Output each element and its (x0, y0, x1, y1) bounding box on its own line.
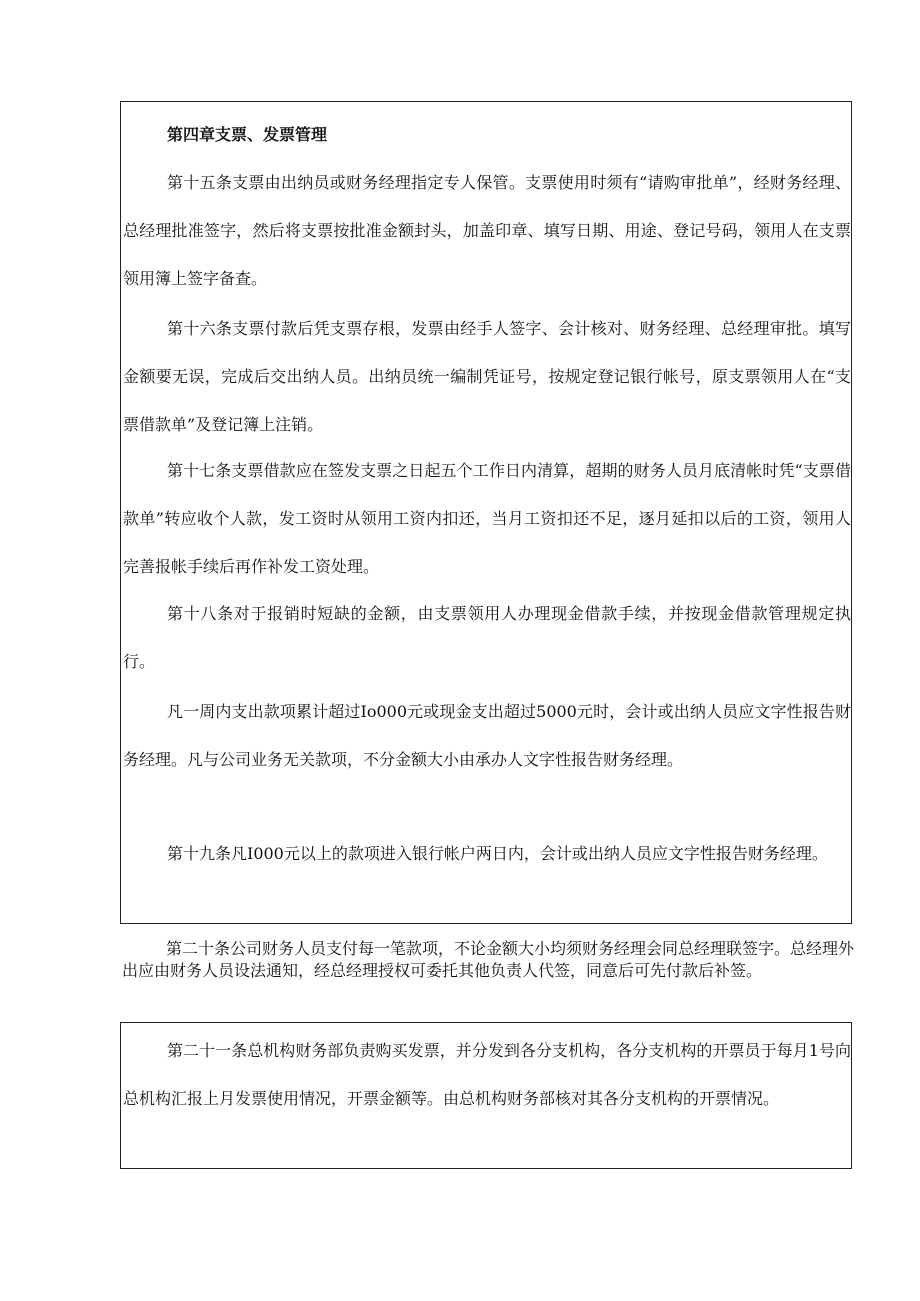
article-21-paragraph: 第二十一条总机构财务部负责购买发票，并分发到各分支机构，各分支机构的开票员于每月1号向总机构汇报上月发票使用情况，开票金额等。由总机构财务部核对其各分支机构的开票情况。 (123, 1041, 851, 1108)
article-16-paragraph: 第十六条支票付款后凭支票存根，发票由经手人签字、会计核对、财务经理、总经理审批。填写金额要无误，完成后交出纳人员。出纳员统一编制凭证号，按规定登记银行帐号，原支票领用人在“支票借款单”及登记簿上注销。 (123, 319, 851, 434)
chapter-heading: 第四章支票、发票管理 (167, 125, 328, 144)
chapter-four-box (120, 101, 852, 924)
article-18-paragraph: 第十八条对于报销时短缺的金额，由支票领用人办理现金借款手续，并按现金借款管理规定执行。 (123, 604, 851, 671)
article-15-paragraph: 第十五条支票由出纳员或财务经理指定专人保管。支票使用时须有“请购审批单”，经财务经理、总经理批准签字，然后将支票按批准金额封头，加盖印章、填写日期、用途、登记号码，领用人在支票领用簿上签字备查。 (123, 173, 851, 288)
article-17-paragraph: 第十七条支票借款应在签发支票之日起五个工作日内清算，超期的财务人员月底清帐时凭“支票借款单”转应收个人款，发工资时从领用工资内扣还，当月工资扣还不足，逐月延扣以后的工资，领用人完善报帐手续后再作补发工资处理。 (123, 461, 851, 576)
weekly-expense-paragraph: 凡一周内支出款项累计超过Io000元或现金支出超过5000元时，会计或出纳人员应文字性报告财务经理。凡与公司业务无关款项，不分金额大小由承办人文字性报告财务经理。 (123, 702, 851, 769)
article-20-paragraph: 第二十条公司财务人员支付每一笔款项，不论金额大小均须财务经理会同总经理联签字。总经理外出应由财务人员设法通知，经总经理授权可委托其他负责人代签，同意后可先付款后补签。 (122, 939, 855, 980)
article-21-box (120, 1022, 852, 1169)
article-19-paragraph: 第十九条凡I000元以上的款项进入银行帐户两日内，会计或出纳人员应文字性报告财务经理。 (167, 844, 828, 863)
